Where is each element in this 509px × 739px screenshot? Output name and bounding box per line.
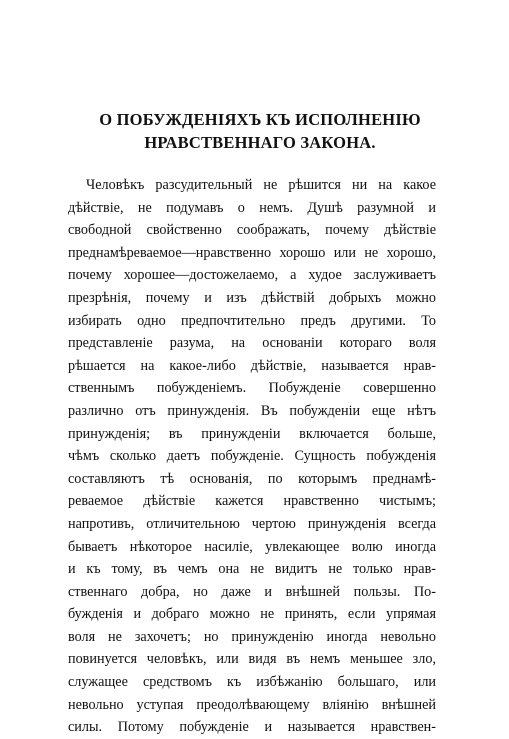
chapter-title [60, 108, 460, 154]
text-line: напротивъ, отличительною чертою принужденія всегда [68, 515, 436, 532]
text-line: чѣмъ сколько даетъ побужденіе. Сущность побужденія [68, 448, 436, 465]
text-line: свободной свойственно соображать, почему дѣйствіе [68, 222, 436, 239]
text-line: повинуется человѣкъ, или видя въ немъ меньшее зло, [68, 651, 436, 668]
text-line: представленіе разума, на основаніи котораго воля [68, 335, 436, 352]
body-paragraph [68, 174, 436, 739]
text-line: принужденія; въ принужденіи включается больше, [68, 425, 436, 442]
text-line: Человѣкъ разсудительный не рѣшится ни на какое [86, 177, 436, 193]
text-line: невольно уступая преодолѣвающему вліянію внѣшней [68, 696, 436, 713]
text-line: ственнымъ побужденіемъ. Побужденіе совершенно [68, 380, 436, 397]
text-line: служащее средствомъ къ избѣжанію большаго, или [68, 674, 436, 691]
text-line: и къ тому, въ чемъ она не видитъ не только нрав- [68, 561, 436, 578]
title-line-2: НРАВСТВЕННАГО ЗАКОНА. [144, 133, 376, 152]
text-line: реваемое дѣйствіе кажется нравственно чистымъ; [68, 493, 436, 510]
text-line: избирать одно предпочтительно предъ другими. То [68, 312, 436, 329]
text-line: воля не захочетъ; но принужденію иногда невольно [68, 628, 436, 645]
text-line: бываетъ нѣкоторое насиліе, увлекающее волю иногда [68, 538, 436, 555]
text-line: преднамѣреваемое—нравственно хорошо или не хорошо, [68, 244, 436, 261]
text-line: различно отъ принужденія. Въ побужденіи еще нѣтъ [68, 402, 436, 419]
text-line: рѣшается на какое-либо дѣйствіе, называется нрав- [68, 357, 436, 374]
text-line: силы. Потому побужденіе и называется нравствен- [68, 719, 436, 736]
text-line: презрѣнія, почему и изъ дѣйствій добрыхъ можно [68, 289, 436, 306]
text-line: ственнаго добра, но даже и внѣшней пользы. По- [68, 583, 436, 600]
text-line: составляютъ тѣ основанія, по которымъ преднамѣ- [68, 470, 436, 487]
text-line: дѣйствіе, не подумавъ о немъ. Душѣ разумной и [68, 199, 436, 216]
text-line: почему хорошее—достожелаемо, а худое заслуживаетъ [68, 267, 436, 284]
text-line: бужденія и добраго можно не принять, если упрямая [68, 606, 436, 623]
title-line-1: О ПОБУЖДЕНІЯХЪ КЪ ИСПОЛНЕНІЮ [99, 110, 421, 129]
